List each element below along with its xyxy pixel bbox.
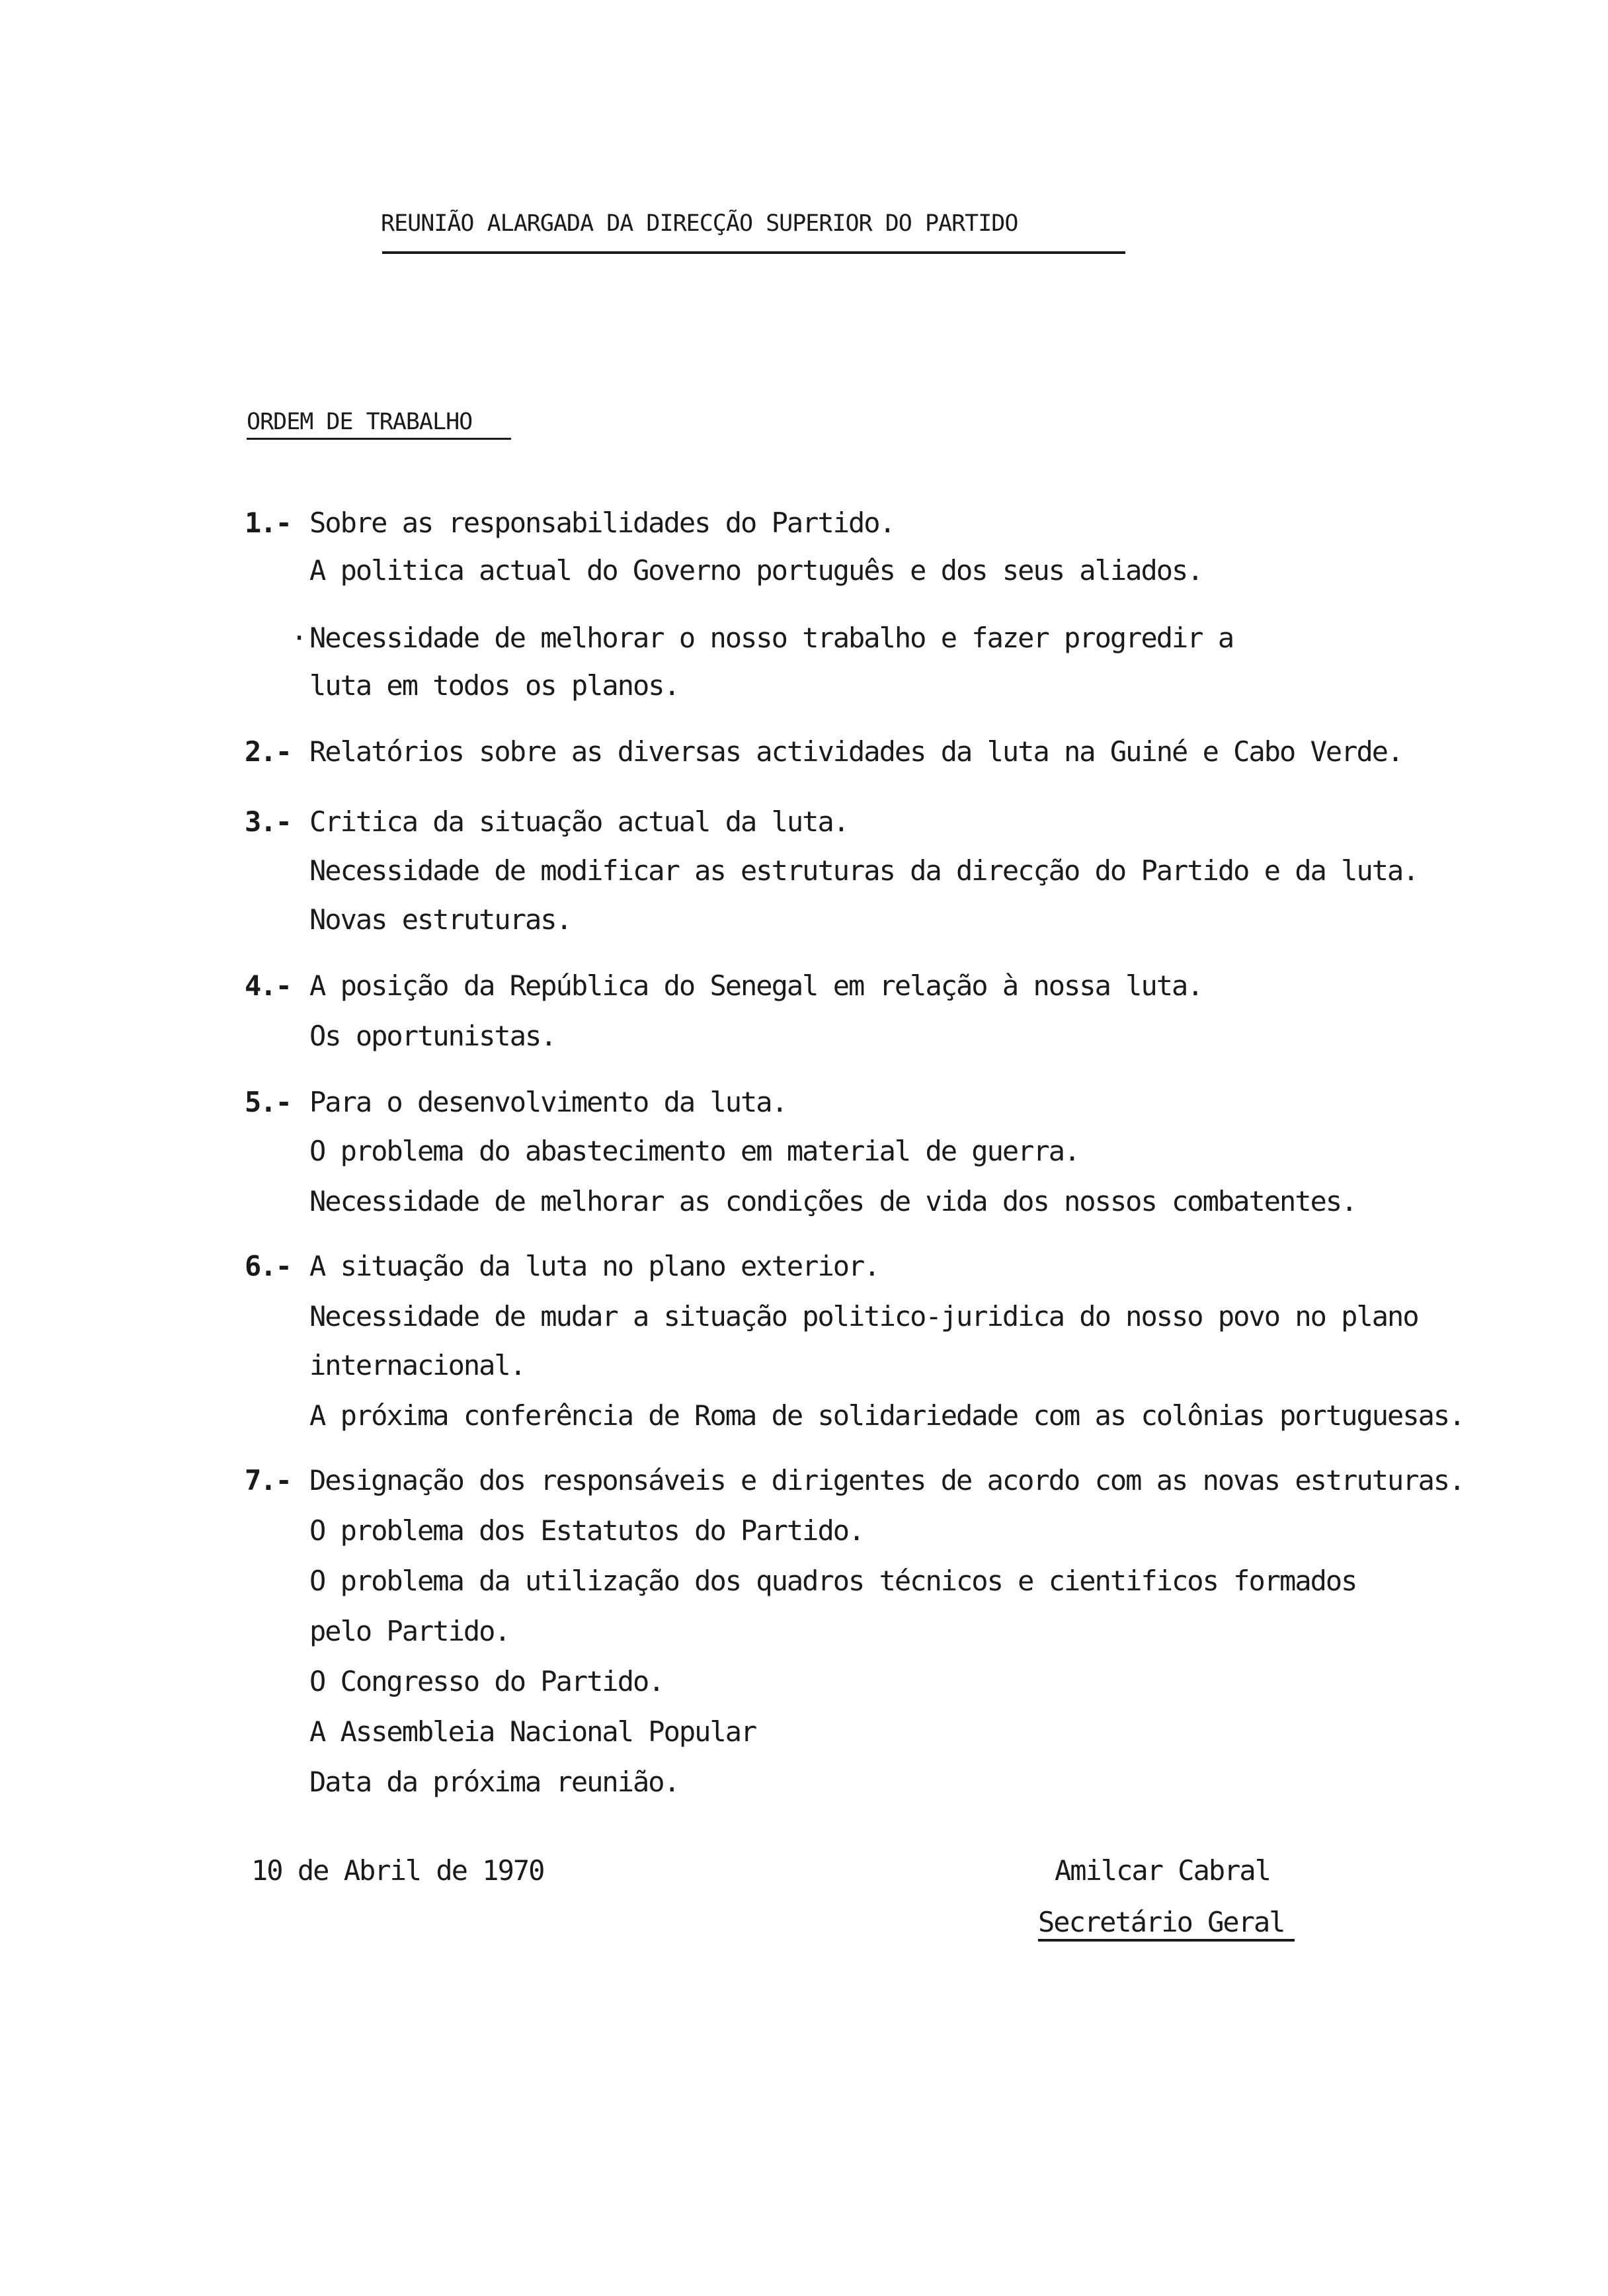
title-underline bbox=[382, 251, 1125, 254]
item-line: Para o desenvolvimento da luta. bbox=[309, 1086, 787, 1118]
item-line: Necessidade de modificar as estruturas da direcção do Partido e da luta. bbox=[309, 854, 1418, 887]
bullet-dot: · bbox=[291, 622, 308, 654]
item-line: Sobre as responsabilidades do Partido. bbox=[309, 507, 895, 539]
item-line: O problema da utilização dos quadros técnicos e cientificos formados bbox=[309, 1565, 1357, 1597]
item-number: 2.- bbox=[245, 735, 291, 768]
item-line: Necessidade de melhorar o nosso trabalho e fazer progredir a bbox=[309, 622, 1234, 654]
signature-title: Secretário Geral bbox=[1038, 1906, 1285, 1938]
item-line: O problema dos Estatutos do Partido. bbox=[309, 1514, 864, 1547]
item-number: 5.- bbox=[245, 1086, 291, 1118]
item-line: A posição da República do Senegal em relação à nossa luta. bbox=[309, 969, 1203, 1002]
item-number: 4.- bbox=[245, 969, 291, 1002]
agenda-heading: ORDEM DE TRABALHO bbox=[247, 409, 473, 435]
item-number: 3.- bbox=[245, 805, 291, 838]
item-number: 1.- bbox=[245, 507, 291, 539]
item-line: internacional. bbox=[309, 1349, 526, 1381]
item-line: Necessidade de mudar a situação politico-juridica do nosso povo no plano bbox=[309, 1300, 1418, 1332]
item-line: pelo Partido. bbox=[309, 1615, 510, 1647]
item-line: A situação da luta no plano exterior. bbox=[309, 1250, 879, 1282]
item-line: Necessidade de melhorar as condições de vida dos nossos combatentes. bbox=[309, 1185, 1357, 1217]
item-line: Novas estruturas. bbox=[309, 903, 571, 936]
item-line: A próxima conferência de Roma de solidariedade com as colônias portuguesas. bbox=[309, 1399, 1465, 1432]
item-number: 7.- bbox=[245, 1464, 291, 1496]
signature-name: Amilcar Cabral bbox=[1055, 1854, 1271, 1887]
item-number: 6.- bbox=[245, 1250, 291, 1282]
item-line: luta em todos os planos. bbox=[309, 669, 679, 702]
item-line: A politica actual do Governo português e dos seus aliados. bbox=[309, 554, 1203, 587]
item-line: Critica da situação actual da luta. bbox=[309, 805, 849, 838]
document-date: 10 de Abril de 1970 bbox=[251, 1854, 544, 1887]
item-line: O problema do abastecimento em material de guerra. bbox=[309, 1135, 1080, 1167]
document-title: REUNIÃO ALARGADA DA DIRECÇÃO SUPERIOR DO PARTIDO bbox=[381, 210, 1018, 237]
signature-underline bbox=[1038, 1939, 1295, 1942]
heading-underline bbox=[247, 438, 511, 440]
item-line: Designação dos responsáveis e dirigentes de acordo com as novas estruturas. bbox=[309, 1464, 1465, 1496]
item-line: A Assembleia Nacional Popular bbox=[309, 1715, 756, 1748]
item-line: Os oportunistas. bbox=[309, 1020, 556, 1052]
item-line: Relatórios sobre as diversas actividades da luta na Guiné e Cabo Verde. bbox=[309, 735, 1403, 768]
item-line: O Congresso do Partido. bbox=[309, 1665, 664, 1698]
item-line: Data da próxima reunião. bbox=[309, 1766, 679, 1798]
